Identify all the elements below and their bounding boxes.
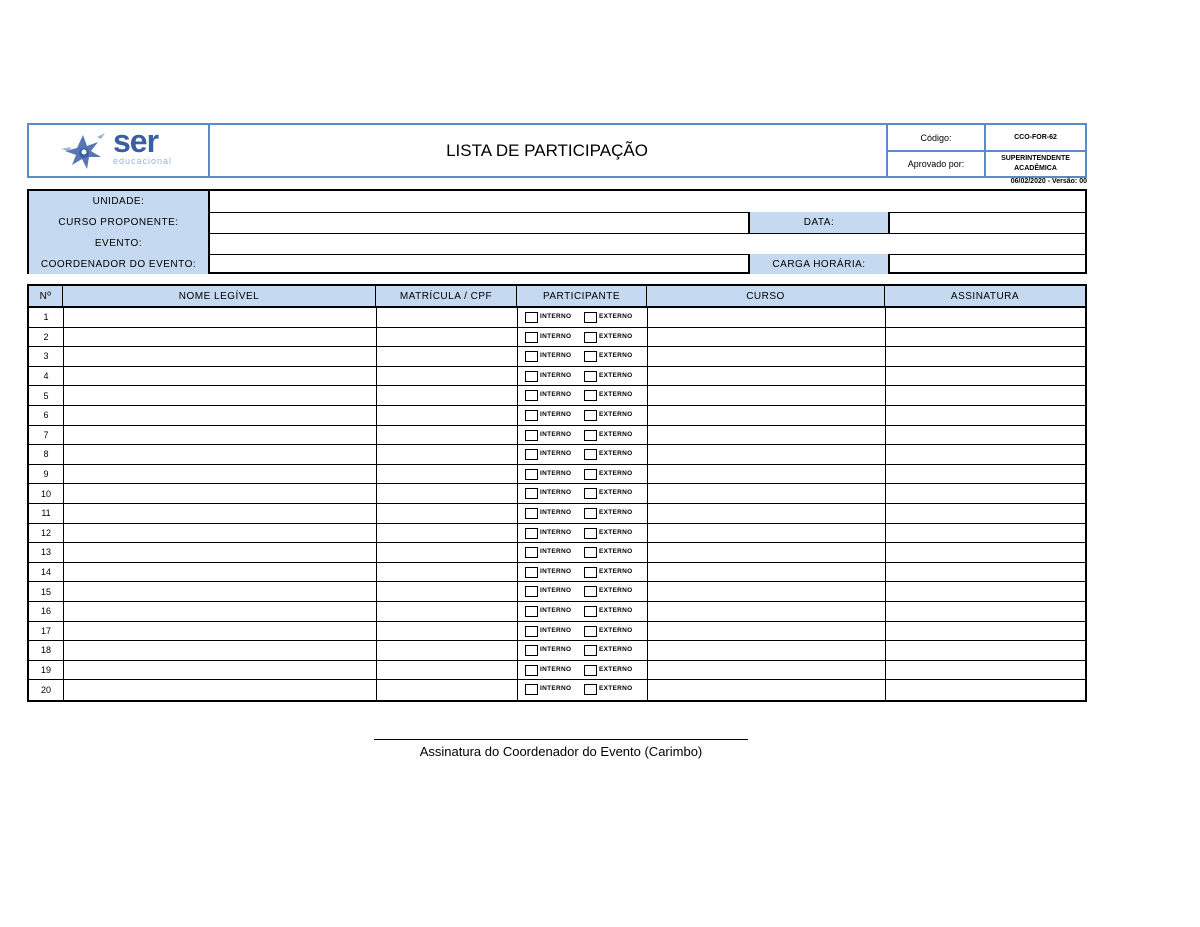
evento-row bbox=[29, 233, 1085, 255]
row-number: 7 bbox=[43, 429, 49, 440]
assinatura-cell[interactable] bbox=[885, 602, 1085, 621]
interno-checkbox[interactable] bbox=[525, 665, 538, 676]
table-row bbox=[29, 641, 1085, 661]
evento-field[interactable] bbox=[210, 233, 1085, 254]
interno-checkbox[interactable] bbox=[525, 684, 538, 695]
nome-cell[interactable] bbox=[63, 582, 376, 601]
externo-label: EXTERNO bbox=[599, 548, 633, 556]
interno-label: INTERNO bbox=[540, 489, 572, 497]
interno-label: INTERNO bbox=[540, 371, 572, 379]
table-row bbox=[29, 602, 1085, 622]
row-number: 17 bbox=[40, 625, 51, 636]
interno-label: INTERNO bbox=[540, 509, 572, 516]
assinatura-cell[interactable] bbox=[885, 641, 1085, 660]
curso-cell[interactable] bbox=[647, 328, 885, 347]
nome-cell[interactable] bbox=[63, 426, 376, 445]
curso-cell[interactable] bbox=[647, 661, 885, 680]
interno-label: INTERNO bbox=[540, 332, 572, 340]
assinatura-cell[interactable] bbox=[885, 484, 1085, 503]
nome-cell[interactable] bbox=[63, 680, 376, 700]
document-meta bbox=[886, 125, 1087, 176]
interno-checkbox[interactable] bbox=[525, 567, 538, 578]
matricula-cell[interactable] bbox=[376, 445, 517, 464]
assinatura-cell[interactable] bbox=[885, 426, 1085, 445]
externo-checkbox[interactable] bbox=[584, 449, 597, 460]
interno-checkbox[interactable] bbox=[525, 528, 538, 539]
externo-checkbox[interactable] bbox=[584, 332, 597, 343]
nome-cell[interactable] bbox=[63, 406, 376, 425]
table-row bbox=[29, 582, 1085, 602]
ser-logo-icon bbox=[57, 129, 117, 175]
interno-label: INTERNO bbox=[540, 646, 572, 654]
matricula-cell[interactable] bbox=[376, 524, 517, 543]
nome-cell[interactable] bbox=[63, 367, 376, 386]
interno-label: INTERNO bbox=[540, 450, 572, 458]
assinatura-cell[interactable] bbox=[885, 524, 1085, 543]
externo-checkbox[interactable] bbox=[584, 371, 597, 382]
table-row bbox=[29, 563, 1085, 583]
table-row bbox=[29, 406, 1085, 426]
curso-cell[interactable] bbox=[647, 622, 885, 641]
externo-checkbox[interactable] bbox=[584, 312, 597, 323]
assinatura-cell[interactable] bbox=[885, 504, 1085, 523]
externo-label: EXTERNO bbox=[599, 685, 633, 693]
interno-label: INTERNO bbox=[540, 313, 572, 320]
matricula-cell[interactable] bbox=[376, 622, 517, 641]
externo-label: EXTERNO bbox=[599, 489, 633, 497]
version-text: 06/02/2020 - Versão: 00 bbox=[1010, 178, 1087, 185]
table-body bbox=[29, 308, 1085, 700]
evento-label: EVENTO: bbox=[29, 233, 210, 254]
data-label: DATA: bbox=[748, 212, 890, 233]
aprovado-value: SUPERINTENDENTE ACADÊMICA bbox=[1001, 154, 1070, 172]
externo-checkbox[interactable] bbox=[584, 567, 597, 578]
table-row bbox=[29, 328, 1085, 348]
aprovado-row bbox=[888, 151, 1087, 176]
data-field[interactable] bbox=[888, 212, 1085, 233]
externo-checkbox[interactable] bbox=[584, 606, 597, 617]
assinatura-cell[interactable] bbox=[885, 582, 1085, 601]
externo-checkbox[interactable] bbox=[584, 469, 597, 480]
matricula-cell[interactable] bbox=[376, 661, 517, 680]
table-row bbox=[29, 347, 1085, 367]
matricula-cell[interactable] bbox=[376, 582, 517, 601]
externo-checkbox[interactable] bbox=[584, 586, 597, 597]
aprovado-label: Aprovado por: bbox=[888, 151, 986, 176]
codigo-value: CCO-FOR-62 bbox=[1014, 133, 1057, 141]
row-number: 5 bbox=[43, 390, 49, 401]
table-row bbox=[29, 504, 1085, 524]
row-number: 10 bbox=[40, 488, 51, 499]
codigo-label: Código: bbox=[888, 125, 986, 150]
curso-proponente-field[interactable] bbox=[210, 212, 748, 233]
interno-label: INTERNO bbox=[540, 685, 572, 693]
unidade-field[interactable] bbox=[210, 191, 1085, 212]
externo-label: EXTERNO bbox=[599, 391, 633, 399]
curso-cell[interactable] bbox=[647, 445, 885, 464]
curso-cell[interactable] bbox=[647, 504, 885, 523]
table-row bbox=[29, 543, 1085, 563]
assinatura-cell[interactable] bbox=[885, 308, 1085, 327]
assinatura-cell[interactable] bbox=[885, 367, 1085, 386]
interno-label: INTERNO bbox=[540, 469, 572, 477]
matricula-cell[interactable] bbox=[376, 602, 517, 621]
matricula-cell[interactable] bbox=[376, 543, 517, 562]
interno-checkbox[interactable] bbox=[525, 332, 538, 343]
interno-checkbox[interactable] bbox=[525, 469, 538, 480]
event-info-block bbox=[27, 189, 1087, 274]
participants-table bbox=[27, 284, 1087, 702]
matricula-cell[interactable] bbox=[376, 406, 517, 425]
nome-cell[interactable] bbox=[63, 543, 376, 562]
externo-label: EXTERNO bbox=[599, 371, 633, 379]
externo-checkbox[interactable] bbox=[584, 665, 597, 676]
logo-subtext: educacional bbox=[113, 156, 173, 166]
interno-label: INTERNO bbox=[540, 567, 572, 575]
row-number: 15 bbox=[40, 586, 51, 597]
curso-proponente-row bbox=[29, 212, 1085, 234]
nome-cell[interactable] bbox=[63, 661, 376, 680]
externo-checkbox[interactable] bbox=[584, 390, 597, 401]
assinatura-cell[interactable] bbox=[885, 406, 1085, 425]
externo-checkbox[interactable] bbox=[584, 626, 597, 637]
row-number: 4 bbox=[43, 371, 49, 382]
interno-checkbox[interactable] bbox=[525, 449, 538, 460]
table-row bbox=[29, 426, 1085, 446]
externo-label: EXTERNO bbox=[599, 332, 633, 340]
header-nome: NOME LEGÍVEL bbox=[63, 286, 376, 308]
externo-label: EXTERNO bbox=[599, 567, 633, 575]
coordenador-row bbox=[29, 254, 1085, 274]
externo-label: EXTERNO bbox=[599, 528, 633, 536]
externo-label: EXTERNO bbox=[599, 430, 633, 438]
row-number: 12 bbox=[40, 527, 51, 538]
matricula-cell[interactable] bbox=[376, 563, 517, 582]
table-row bbox=[29, 661, 1085, 681]
header-matricula: MATRÍCULA / CPF bbox=[376, 286, 517, 308]
interno-label: INTERNO bbox=[540, 665, 572, 673]
externo-checkbox[interactable] bbox=[584, 410, 597, 421]
interno-label: INTERNO bbox=[540, 587, 572, 595]
signature-line bbox=[374, 739, 748, 740]
table-row bbox=[29, 680, 1085, 700]
externo-label: EXTERNO bbox=[599, 665, 633, 673]
table-row bbox=[29, 445, 1085, 465]
nome-cell[interactable] bbox=[63, 328, 376, 347]
assinatura-cell[interactable] bbox=[885, 563, 1085, 582]
nome-cell[interactable] bbox=[63, 347, 376, 366]
assinatura-cell[interactable] bbox=[885, 465, 1085, 484]
externo-label: EXTERNO bbox=[599, 450, 633, 458]
header-numero: Nº bbox=[29, 286, 63, 308]
matricula-cell[interactable] bbox=[376, 328, 517, 347]
externo-label: EXTERNO bbox=[599, 352, 633, 360]
table-row bbox=[29, 367, 1085, 387]
assinatura-cell[interactable] bbox=[885, 347, 1085, 366]
curso-cell[interactable] bbox=[647, 582, 885, 601]
assinatura-cell[interactable] bbox=[885, 680, 1085, 700]
carga-horaria-field[interactable] bbox=[888, 254, 1085, 274]
externo-checkbox[interactable] bbox=[584, 488, 597, 499]
externo-label: EXTERNO bbox=[599, 469, 633, 477]
curso-cell[interactable] bbox=[647, 641, 885, 660]
row-number: 16 bbox=[40, 606, 51, 617]
matricula-cell[interactable] bbox=[376, 504, 517, 523]
curso-cell[interactable] bbox=[647, 347, 885, 366]
table-row bbox=[29, 524, 1085, 544]
table-row bbox=[29, 308, 1085, 328]
interno-label: INTERNO bbox=[540, 352, 572, 360]
interno-checkbox[interactable] bbox=[525, 351, 538, 362]
assinatura-cell[interactable] bbox=[885, 386, 1085, 405]
row-number: 13 bbox=[40, 547, 51, 558]
matricula-cell[interactable] bbox=[376, 308, 517, 327]
interno-checkbox[interactable] bbox=[525, 371, 538, 382]
assinatura-cell[interactable] bbox=[885, 543, 1085, 562]
codigo-row bbox=[888, 125, 1087, 152]
curso-cell[interactable] bbox=[647, 524, 885, 543]
row-number: 9 bbox=[43, 469, 49, 480]
interno-checkbox[interactable] bbox=[525, 508, 538, 519]
logo-wordmark: ser bbox=[113, 123, 159, 159]
externo-label: EXTERNO bbox=[599, 411, 633, 418]
interno-label: INTERNO bbox=[540, 626, 572, 634]
curso-cell[interactable] bbox=[647, 426, 885, 445]
page-title: LISTA DE PARTICIPAÇÃO bbox=[446, 140, 648, 160]
row-number: 14 bbox=[40, 567, 51, 578]
signature-caption: Assinatura do Coordenador do Evento (Carimbo) bbox=[419, 744, 703, 759]
externo-checkbox[interactable] bbox=[584, 430, 597, 441]
interno-checkbox[interactable] bbox=[525, 547, 538, 558]
row-number: 2 bbox=[43, 331, 49, 342]
table-row bbox=[29, 465, 1085, 485]
curso-cell[interactable] bbox=[647, 367, 885, 386]
nome-cell[interactable] bbox=[63, 602, 376, 621]
unidade-label: UNIDADE: bbox=[29, 191, 210, 212]
interno-checkbox[interactable] bbox=[525, 390, 538, 401]
header-participante: PARTICIPANTE bbox=[517, 286, 647, 308]
form-header bbox=[27, 123, 1087, 178]
table-row bbox=[29, 484, 1085, 504]
externo-checkbox[interactable] bbox=[584, 684, 597, 695]
curso-cell[interactable] bbox=[647, 308, 885, 327]
curso-proponente-label: CURSO PROPONENTE: bbox=[29, 212, 210, 233]
row-number: 6 bbox=[43, 410, 49, 421]
assinatura-cell[interactable] bbox=[885, 328, 1085, 347]
interno-label: INTERNO bbox=[540, 391, 572, 399]
interno-label: INTERNO bbox=[540, 430, 572, 438]
header-curso: CURSO bbox=[647, 286, 885, 308]
matricula-cell[interactable] bbox=[376, 426, 517, 445]
interno-checkbox[interactable] bbox=[525, 430, 538, 441]
matricula-cell[interactable] bbox=[376, 484, 517, 503]
curso-cell[interactable] bbox=[647, 563, 885, 582]
curso-cell[interactable] bbox=[647, 602, 885, 621]
nome-cell[interactable] bbox=[63, 524, 376, 543]
curso-cell[interactable] bbox=[647, 406, 885, 425]
row-number: 19 bbox=[40, 665, 51, 676]
interno-label: INTERNO bbox=[540, 548, 572, 556]
nome-cell[interactable] bbox=[63, 622, 376, 641]
row-number: 3 bbox=[43, 351, 49, 362]
externo-label: EXTERNO bbox=[599, 509, 633, 516]
row-number: 11 bbox=[41, 508, 51, 519]
externo-label: EXTERNO bbox=[599, 313, 633, 320]
nome-cell[interactable] bbox=[63, 465, 376, 484]
interno-checkbox[interactable] bbox=[525, 410, 538, 421]
curso-cell[interactable] bbox=[647, 465, 885, 484]
nome-cell[interactable] bbox=[63, 641, 376, 660]
nome-cell[interactable] bbox=[63, 563, 376, 582]
interno-checkbox[interactable] bbox=[525, 626, 538, 637]
table-row bbox=[29, 386, 1085, 406]
logo-cell bbox=[29, 125, 210, 176]
table-row bbox=[29, 622, 1085, 642]
header-assinatura: ASSINATURA bbox=[885, 286, 1085, 308]
curso-cell[interactable] bbox=[647, 386, 885, 405]
matricula-cell[interactable] bbox=[376, 680, 517, 700]
coordenador-field[interactable] bbox=[210, 254, 748, 274]
matricula-cell[interactable] bbox=[376, 347, 517, 366]
externo-label: EXTERNO bbox=[599, 607, 633, 614]
externo-label: EXTERNO bbox=[599, 646, 633, 654]
externo-checkbox[interactable] bbox=[584, 351, 597, 362]
externo-checkbox[interactable] bbox=[584, 508, 597, 519]
interno-label: INTERNO bbox=[540, 411, 572, 418]
nome-cell[interactable] bbox=[63, 504, 376, 523]
matricula-cell[interactable] bbox=[376, 367, 517, 386]
nome-cell[interactable] bbox=[63, 445, 376, 464]
nome-cell[interactable] bbox=[63, 386, 376, 405]
row-number: 18 bbox=[40, 645, 51, 656]
assinatura-cell[interactable] bbox=[885, 622, 1085, 641]
row-number: 1 bbox=[43, 312, 49, 323]
nome-cell[interactable] bbox=[63, 484, 376, 503]
nome-cell[interactable] bbox=[63, 308, 376, 327]
interno-checkbox[interactable] bbox=[525, 645, 538, 656]
externo-label: EXTERNO bbox=[599, 587, 633, 595]
row-number: 20 bbox=[40, 685, 51, 696]
coordenador-label: COORDENADOR DO EVENTO: bbox=[29, 254, 210, 274]
externo-checkbox[interactable] bbox=[584, 528, 597, 539]
interno-checkbox[interactable] bbox=[525, 586, 538, 597]
assinatura-cell[interactable] bbox=[885, 661, 1085, 680]
interno-label: INTERNO bbox=[540, 607, 572, 614]
matricula-cell[interactable] bbox=[376, 641, 517, 660]
matricula-cell[interactable] bbox=[376, 465, 517, 484]
interno-checkbox[interactable] bbox=[525, 606, 538, 617]
interno-checkbox[interactable] bbox=[525, 488, 538, 499]
assinatura-cell[interactable] bbox=[885, 445, 1085, 464]
curso-cell[interactable] bbox=[647, 484, 885, 503]
externo-label: EXTERNO bbox=[599, 626, 633, 634]
matricula-cell[interactable] bbox=[376, 386, 517, 405]
externo-checkbox[interactable] bbox=[584, 547, 597, 558]
row-number: 8 bbox=[43, 449, 49, 460]
unidade-row bbox=[29, 191, 1085, 213]
carga-horaria-label: CARGA HORÁRIA: bbox=[748, 254, 890, 274]
interno-label: INTERNO bbox=[540, 528, 572, 536]
curso-cell[interactable] bbox=[647, 680, 885, 700]
interno-checkbox[interactable] bbox=[525, 312, 538, 323]
externo-checkbox[interactable] bbox=[584, 645, 597, 656]
curso-cell[interactable] bbox=[647, 543, 885, 562]
